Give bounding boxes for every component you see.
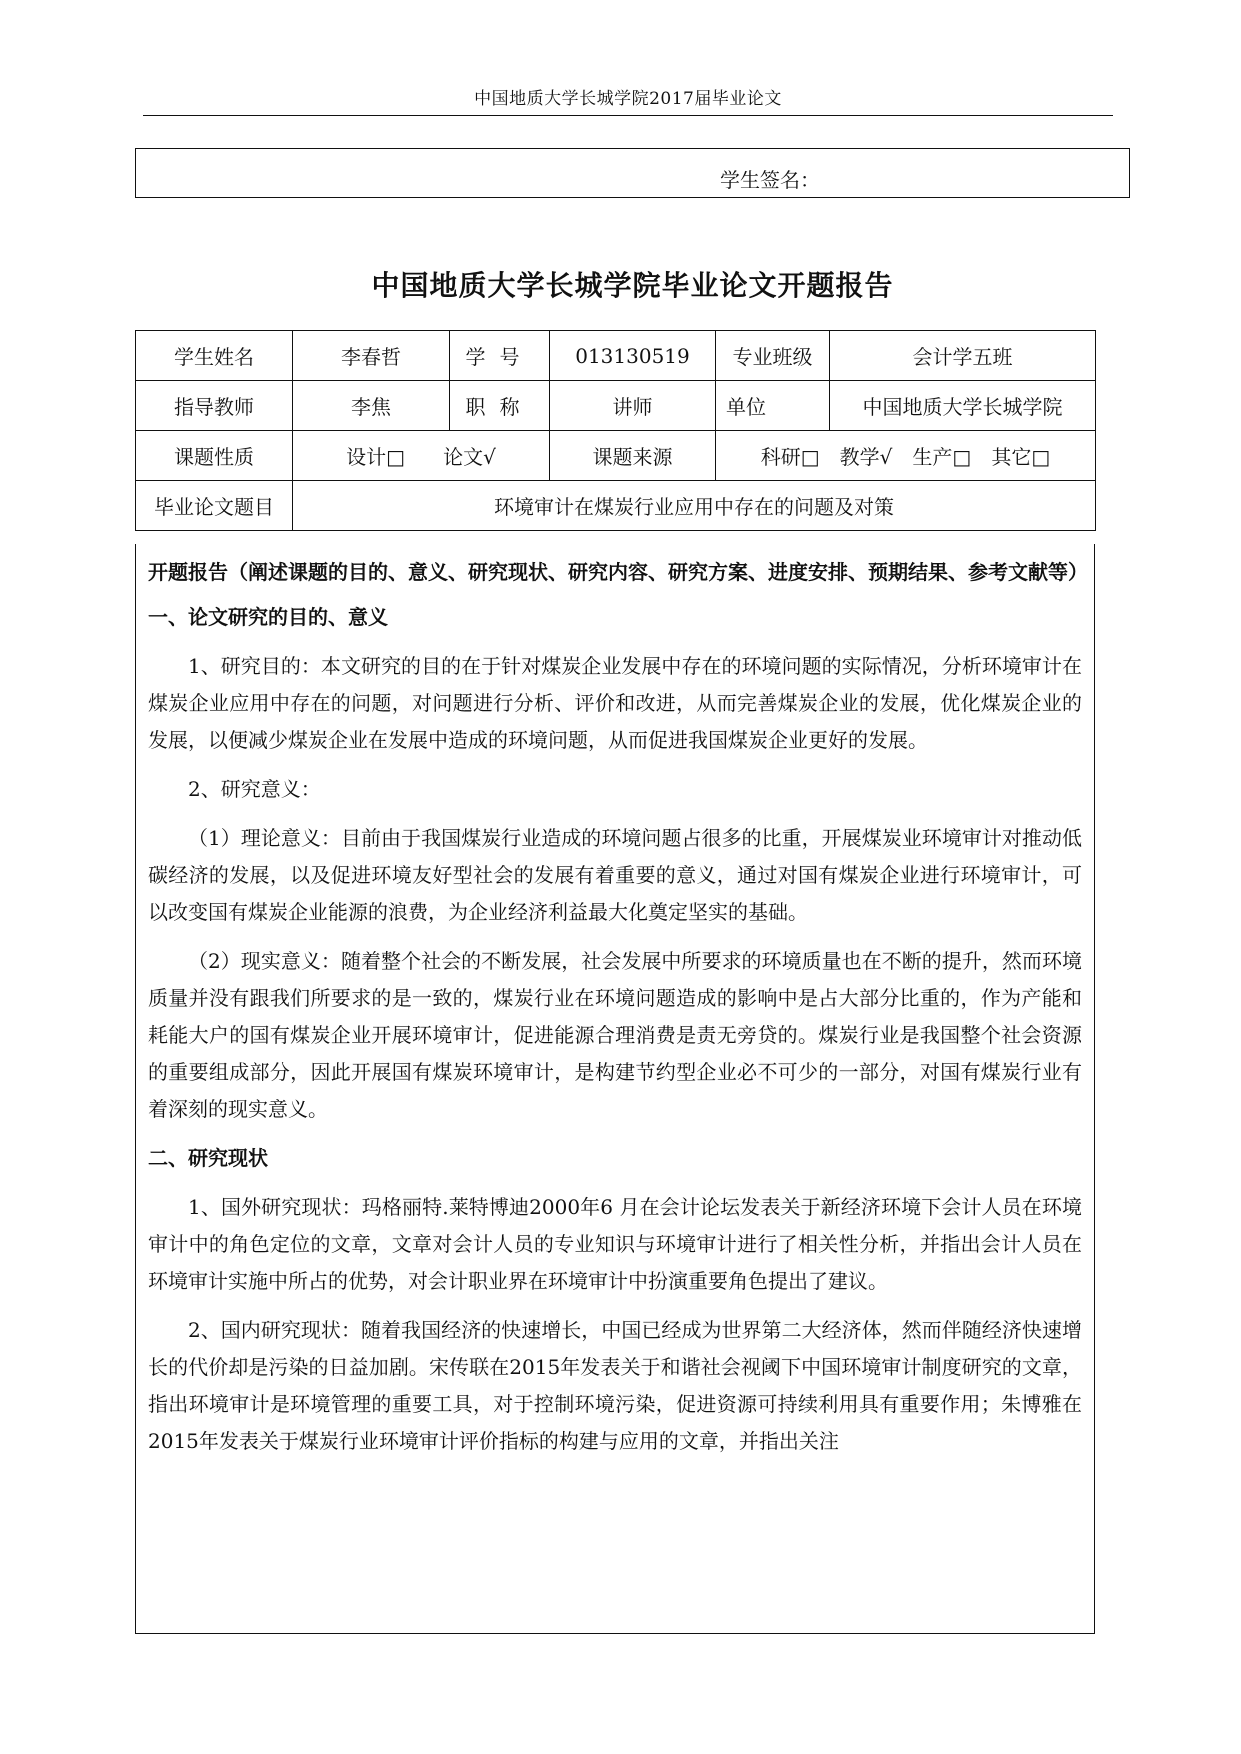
source-options: 科研□ 教学√ 生产□ 其它□ — [716, 431, 1096, 481]
nature-thesis-option: 论文√ — [443, 445, 496, 469]
paragraph-significance-heading: 2、研究意义： — [188, 777, 321, 801]
section-heading-status: 二、研究现状 — [148, 1146, 268, 1170]
student-id-value: 013130519 — [550, 331, 716, 381]
table-row — [136, 431, 1096, 481]
title-value: 讲师 — [550, 381, 716, 431]
student-name-label: 学生姓名 — [136, 331, 293, 381]
report-intro: 开题报告（阐述课题的目的、意义、研究现状、研究内容、研究方案、进度安排、预期结果、参考文献等） — [148, 560, 1088, 584]
unit-label-cell — [716, 381, 830, 431]
major-class-value: 会计学五班 — [830, 331, 1096, 381]
student-id-label: 学号 — [450, 331, 550, 381]
header-divider — [143, 115, 1113, 116]
section-heading-purpose: 一、论文研究的目的、意义 — [148, 605, 388, 629]
paragraph-purpose: 1、研究目的：本文研究的目的在于针对煤炭企业发展中存在的环境问题的实际情况，分析环境审计在煤炭企业应用中存在的问题，对问题进行分析、评价和改进，从而完善煤炭企业的发展，优化煤炭企业的发展，以便减少煤炭企业在发展中造成的环境问题，从而促进我国煤炭企业更好的发展。 — [148, 654, 1082, 752]
advisor-label: 指导教师 — [136, 381, 293, 431]
paragraph-theory: （1）理论意义：目前由于我国煤炭行业造成的环境问题占很多的比重，开展煤炭业环境审计对推动低碳经济的发展，以及促进环境友好型社会的发展有着重要的意义，通过对国有煤炭企业进行环境审计，可以改变国有煤炭企业能源的浪费，为企业经济利益最大化奠定坚实的基础。 — [148, 826, 1082, 924]
paragraph-domestic: 2、国内研究现状：随着我国经济的快速增长，中国已经成为世界第二大经济体，然而伴随经济快速增长的代价却是污染的日益加剧。宋传联在2015年发表关于和谐社会视阈下中国环境审计制度研究的文章，指出环境审计是环境管理的重要工具，对于控制环境污染，促进资源可持续利用具有重要作用；朱博雅在2015年发表关于煤炭行业环境审计评价指标的构建与应用的文章，并指出关注 — [148, 1318, 1082, 1453]
thesis-topic-value: 环境审计在煤炭行业应用中存在的问题及对策 — [293, 481, 1096, 531]
signature-label: 学生签名： — [720, 168, 820, 192]
paragraph-foreign: 1、国外研究现状：玛格丽特.莱特博迪2000年6 月在会计论坛发表关于新经济环境下会计人员在环境审计中的角色定位的文章，文章对会计人员的专业知识与环境审计进行了相关性分析，并指出会计人员在环境审计实施中所占的优势，对会计职业界在环境审计中扮演重要角色提出了建议。 — [148, 1195, 1082, 1293]
table-row — [136, 331, 1096, 381]
major-class-label: 专业班级 — [716, 331, 830, 381]
report-body — [135, 544, 1095, 1634]
thesis-topic-label: 毕业论文题目 — [136, 481, 293, 531]
nature-design-option: 设计□ — [346, 445, 405, 469]
report-title: 中国地质大学长城学院毕业论文开题报告 — [371, 269, 894, 302]
unit-value: 中国地质大学长城学院 — [830, 381, 1096, 431]
table-row — [136, 481, 1096, 531]
unit-label-spread — [722, 391, 823, 420]
source-label: 课题来源 — [550, 431, 716, 481]
table-row — [136, 381, 1096, 431]
nature-label: 课题性质 — [136, 431, 293, 481]
signature-box — [135, 148, 1130, 198]
advisor-value: 李焦 — [293, 381, 450, 431]
paragraph-practice: （2）现实意义：随着整个社会的不断发展，社会发展中所要求的环境质量也在不断的提升，然而环境质量并没有跟我们所要求的是一致的，煤炭行业在环境问题造成的影响中是占大部分比重的，作为产能和耗能大户的国有煤炭企业开展环境审计，促进能源合理消费是责无旁贷的。煤炭行业是我国整个社会资源的重要组成部分，因此开展国有煤炭环境审计，是构建节约型企业必不可少的一部分，对国有煤炭行业有着深刻的现实意义。 — [148, 949, 1082, 1121]
unit-label: 单位 — [726, 395, 766, 419]
student-name-value: 李春哲 — [293, 331, 450, 381]
info-table — [135, 330, 1096, 531]
nature-value — [293, 431, 550, 481]
title-label: 职称 — [450, 381, 550, 431]
running-header: 中国地质大学长城学院2017届毕业论文 — [474, 89, 782, 109]
